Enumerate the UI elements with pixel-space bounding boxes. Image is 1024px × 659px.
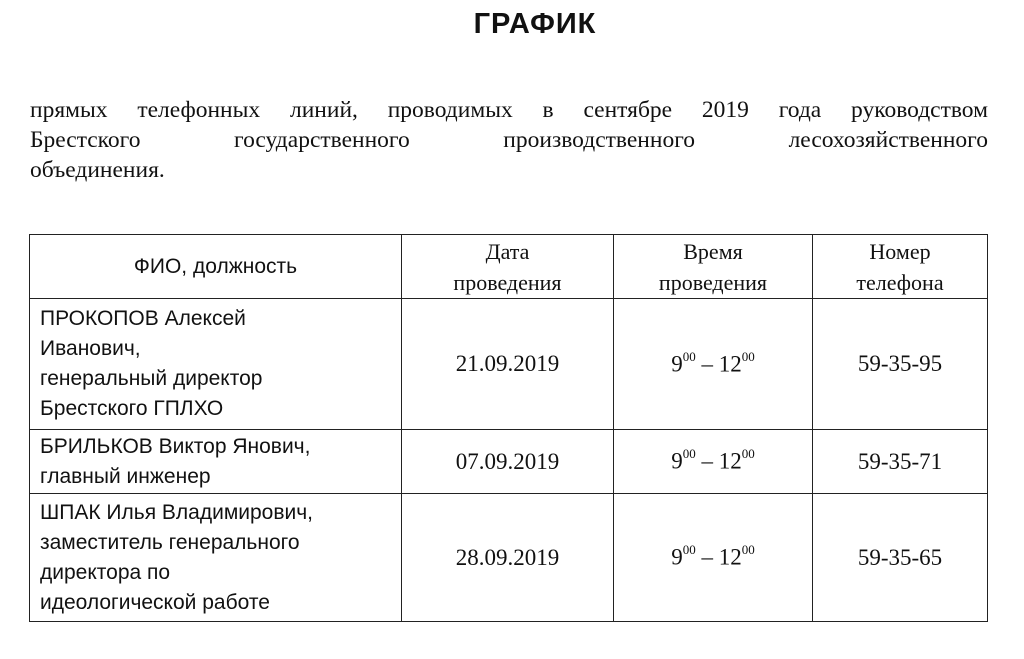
date-value: 07.09.2019: [455, 448, 560, 474]
table-header-row: [30, 235, 988, 299]
date-cell: [402, 494, 614, 622]
fio-line: генеральный директор: [40, 367, 263, 390]
document-title: ГРАФИК: [473, 8, 597, 40]
fio-cell: [30, 299, 402, 430]
table-row: [30, 430, 988, 494]
header-time-line-2: проведения: [658, 269, 768, 295]
schedule-table: [29, 234, 988, 622]
intro-paragraph: [30, 95, 988, 185]
phone-value: 59-35-65: [857, 544, 943, 570]
fio-line: директора по: [40, 560, 171, 584]
time-cell: [614, 299, 813, 430]
table-row: [30, 299, 988, 430]
time-from-hour: 9: [671, 544, 683, 570]
phone-cell: [813, 299, 988, 430]
fio-line: заместитель генерального: [40, 530, 300, 554]
header-phone-line-1: Номер: [869, 238, 931, 264]
time-cell: [614, 430, 813, 494]
intro-line-3: объединения.: [30, 157, 165, 183]
phone-value: 59-35-71: [857, 448, 943, 474]
time-to-min: 00: [741, 542, 755, 558]
time-cell: [614, 494, 813, 622]
time-to-hour: 12: [718, 351, 742, 377]
date-value: 21.09.2019: [455, 351, 560, 376]
phone-value: 59-35-95: [857, 351, 943, 376]
header-time: [614, 235, 813, 299]
fio-line: главный инженер: [40, 464, 211, 488]
fio-line: БРИЛЬКОВ Виктор Янович,: [40, 434, 311, 458]
time-to-min: 00: [741, 446, 755, 462]
time-from-min: 00: [682, 348, 696, 364]
header-phone-line-2: телефона: [856, 269, 944, 295]
fio-line: ПРОКОПОВ Алексей: [40, 307, 246, 330]
intro-line-2: Брестского государственного производственного лесохозяйственного: [30, 127, 988, 153]
fio-cell: [30, 494, 402, 622]
fio-line: ШПАК Илья Владимирович,: [40, 500, 314, 524]
time-from-hour: 9: [671, 351, 683, 377]
date-value: 28.09.2019: [455, 544, 560, 570]
time-from-min: 00: [682, 446, 696, 462]
table-row: [30, 494, 988, 622]
header-fio-label: ФИО, должность: [133, 254, 298, 278]
phone-cell: [813, 494, 988, 622]
header-date-line-2: проведения: [453, 269, 562, 295]
time-to-hour: 12: [718, 448, 742, 474]
fio-line: идеологической работе: [40, 590, 270, 614]
header-time-line-1: Время: [683, 238, 743, 264]
header-fio: [30, 235, 402, 299]
date-cell: [402, 430, 614, 494]
fio-line: Брестского ГПЛХО: [40, 397, 224, 420]
time-from-min: 00: [682, 542, 696, 558]
date-cell: [402, 299, 614, 430]
phone-cell: [813, 430, 988, 494]
fio-line: Иванович,: [40, 337, 141, 360]
intro-line-1: прямых телефонных линий, проводимых в сентябре 2019 года руководством: [30, 97, 988, 123]
header-date-line-1: Дата: [485, 238, 530, 264]
time-separator: –: [695, 351, 719, 377]
header-date: [402, 235, 614, 299]
time-separator: –: [695, 448, 719, 474]
fio-cell: [30, 430, 402, 494]
time-to-min: 00: [741, 348, 755, 364]
time-from-hour: 9: [671, 448, 683, 474]
time-to-hour: 12: [718, 544, 742, 570]
time-separator: –: [695, 544, 719, 570]
header-phone: [813, 235, 988, 299]
